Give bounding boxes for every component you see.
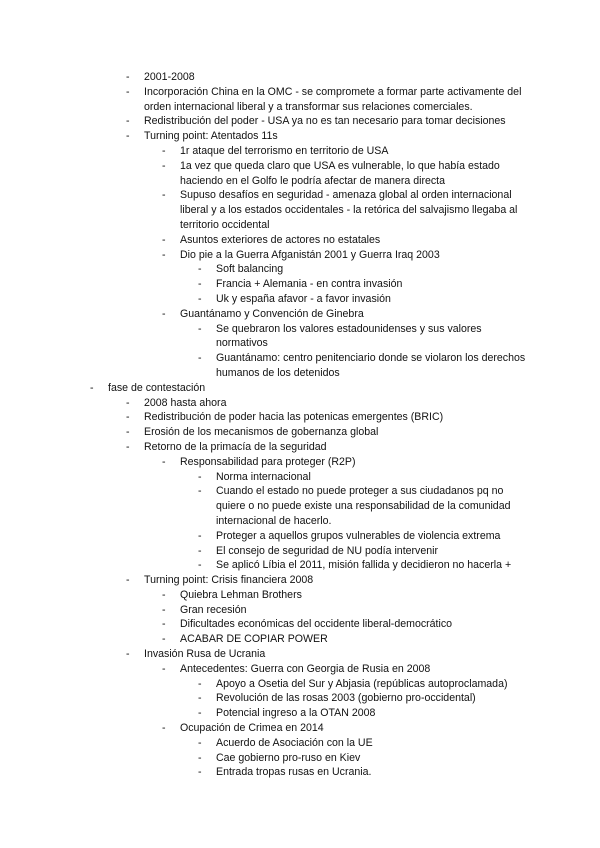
bullet-dash-icon: - bbox=[162, 455, 166, 468]
bullet-dash-icon: - bbox=[198, 707, 202, 720]
bullet-dash-icon: - bbox=[198, 292, 202, 305]
bullet-dash-icon: - bbox=[198, 278, 202, 291]
list-item-text: 1r ataque del terrorismo en territorio de USA bbox=[180, 144, 389, 157]
list-item-text: Ocupación de Crimea en 2014 bbox=[180, 722, 324, 735]
list-item-text: Cuando el estado no puede proteger a sus ciudadanos pq no quiere o no puede existe una responsabilidad de la comunidad internacional de hacerlo. bbox=[216, 485, 511, 527]
list-item bbox=[0, 381, 600, 396]
list-item bbox=[0, 70, 600, 85]
bullet-dash-icon: - bbox=[198, 485, 202, 498]
list-item bbox=[0, 233, 600, 248]
bullet-dash-icon: - bbox=[198, 529, 202, 542]
list-item bbox=[0, 588, 600, 603]
list-item-text: Norma internacional bbox=[216, 470, 311, 483]
list-item bbox=[0, 292, 600, 307]
bullet-dash-icon: - bbox=[198, 263, 202, 276]
list-item bbox=[0, 425, 600, 440]
bullet-dash-icon: - bbox=[162, 307, 166, 320]
list-item-text: Se aplicó Líbia el 2011, misión fallida y decidieron no hacerla + bbox=[216, 559, 512, 572]
list-item bbox=[0, 662, 600, 677]
bullet-dash-icon: - bbox=[126, 574, 130, 587]
bullet-dash-icon: - bbox=[126, 115, 130, 128]
list-item-text: Apoyo a Osetia del Sur y Abjasia (repúblicas autoproclamada) bbox=[216, 677, 508, 690]
bullet-dash-icon: - bbox=[198, 322, 202, 335]
list-item bbox=[0, 529, 600, 544]
list-item-text: Cae gobierno pro-ruso en Kiev bbox=[216, 751, 361, 764]
list-item-text: Invasión Rusa de Ucrania bbox=[144, 648, 266, 661]
list-item-text: 1a vez que queda claro que USA es vulnerable, lo que había estado haciendo en el Golfo le podría afectar de manera directa bbox=[180, 159, 500, 187]
bullet-dash-icon: - bbox=[198, 677, 202, 690]
list-item-text: Turning point: Crisis financiera 2008 bbox=[144, 574, 314, 587]
list-item bbox=[0, 484, 600, 528]
list-item bbox=[0, 765, 600, 780]
list-item-text: Supuso desafíos en seguridad - amenaza global al orden internacional liberal y a los estados occidentales - la retórica del salvajismo llegaba al territorio occidental bbox=[180, 189, 518, 231]
list-item-text: Gran recesión bbox=[180, 603, 247, 616]
list-item bbox=[0, 470, 600, 485]
list-item-text: Responsabilidad para proteger (R2P) bbox=[180, 455, 356, 468]
list-item bbox=[0, 603, 600, 618]
list-item-text: Turning point: Atentados 11s bbox=[144, 130, 278, 143]
list-item bbox=[0, 632, 600, 647]
list-item bbox=[0, 706, 600, 721]
bullet-dash-icon: - bbox=[90, 381, 94, 394]
bullet-dash-icon: - bbox=[126, 648, 130, 661]
list-item-text: Guantánamo: centro penitenciario donde se violaron los derechos humanos de los detenidos bbox=[216, 352, 526, 379]
list-item bbox=[0, 691, 600, 706]
bullet-dash-icon: - bbox=[198, 544, 202, 557]
list-item bbox=[0, 544, 600, 559]
list-item bbox=[0, 617, 600, 632]
bullet-dash-icon: - bbox=[162, 603, 166, 616]
list-item bbox=[0, 647, 600, 662]
list-item-text: Se quebraron los valores estadounidenses y sus valores normativos bbox=[216, 322, 482, 350]
list-item bbox=[0, 396, 600, 411]
bullet-dash-icon: - bbox=[198, 470, 202, 483]
list-item bbox=[0, 410, 600, 425]
list-item-text: El consejo de seguridad de NU podía intervenir bbox=[216, 544, 439, 557]
bullet-dash-icon: - bbox=[162, 159, 166, 172]
list-item-text: Francia + Alemania - en contra invasión bbox=[216, 278, 403, 291]
list-item bbox=[0, 573, 600, 588]
bullet-dash-icon: - bbox=[162, 189, 166, 202]
outline-list bbox=[0, 70, 600, 780]
list-item-text: ACABAR DE COPIAR POWER bbox=[180, 633, 328, 646]
list-item-text: Guantánamo y Convención de Ginebra bbox=[180, 307, 364, 320]
list-item bbox=[0, 558, 600, 573]
list-item bbox=[0, 159, 600, 189]
list-item bbox=[0, 307, 600, 322]
list-item-text: Dio pie a la Guerra Afganistán 2001 y Guerra Iraq 2003 bbox=[180, 248, 440, 261]
bullet-dash-icon: - bbox=[162, 233, 166, 246]
list-item-text: Potencial ingreso a la OTAN 2008 bbox=[216, 707, 376, 720]
bullet-dash-icon: - bbox=[198, 736, 202, 749]
list-item-text: Quiebra Lehman Brothers bbox=[180, 588, 302, 601]
list-item-text: Retorno de la primacía de la seguridad bbox=[144, 440, 327, 453]
list-item bbox=[0, 322, 600, 352]
bullet-dash-icon: - bbox=[126, 71, 130, 83]
bullet-dash-icon: - bbox=[126, 396, 130, 409]
list-item-text: Redistribución del poder - USA ya no es tan necesario para tomar decisiones bbox=[144, 115, 506, 128]
list-item-text: Asuntos exteriores de actores no estatales bbox=[180, 233, 381, 246]
bullet-dash-icon: - bbox=[162, 144, 166, 157]
list-item bbox=[0, 351, 600, 381]
bullet-dash-icon: - bbox=[126, 130, 130, 143]
list-item-text: Dificultades económicas del occidente liberal-democrático bbox=[180, 618, 453, 631]
list-item-text: 2001-2008 bbox=[144, 71, 195, 83]
list-item-text: Antecedentes: Guerra con Georgia de Rusia en 2008 bbox=[180, 662, 431, 675]
list-item-text: Revolución de las rosas 2003 (gobierno pro-occidental) bbox=[216, 692, 476, 705]
bullet-dash-icon: - bbox=[162, 248, 166, 261]
list-item-text: Incorporación China en la OMC - se compromete a formar parte activamente del orden internacional liberal y a transformar sus relaciones comerciales. bbox=[144, 85, 522, 113]
list-item bbox=[0, 721, 600, 736]
list-item-text: Soft balancing bbox=[216, 263, 284, 276]
bullet-dash-icon: - bbox=[198, 559, 202, 572]
list-item-text: Proteger a aquellos grupos vulnerables de violencia extrema bbox=[216, 529, 501, 542]
list-item-text: 2008 hasta ahora bbox=[144, 396, 227, 409]
list-item-text: Erosión de los mecanismos de gobernanza global bbox=[144, 426, 379, 439]
list-item bbox=[0, 262, 600, 277]
bullet-dash-icon: - bbox=[162, 618, 166, 631]
bullet-dash-icon: - bbox=[162, 722, 166, 735]
bullet-dash-icon: - bbox=[198, 751, 202, 764]
list-item bbox=[0, 85, 600, 115]
bullet-dash-icon: - bbox=[162, 588, 166, 601]
list-item-text: Acuerdo de Asociación con la UE bbox=[216, 736, 373, 749]
list-item-text: Uk y españa afavor - a favor invasión bbox=[216, 292, 391, 305]
bullet-dash-icon: - bbox=[198, 692, 202, 705]
bullet-dash-icon: - bbox=[126, 426, 130, 439]
list-item bbox=[0, 751, 600, 766]
list-item-text: Redistribución de poder hacia las potenicas emergentes (BRIC) bbox=[144, 411, 444, 424]
list-item bbox=[0, 114, 600, 129]
list-item bbox=[0, 677, 600, 692]
list-item bbox=[0, 440, 600, 455]
list-item-text: Entrada tropas rusas en Ucrania. bbox=[216, 766, 372, 779]
bullet-dash-icon: - bbox=[198, 766, 202, 779]
list-item bbox=[0, 144, 600, 159]
bullet-dash-icon: - bbox=[198, 352, 202, 365]
list-item bbox=[0, 129, 600, 144]
bullet-dash-icon: - bbox=[162, 633, 166, 646]
list-item-text: fase de contestación bbox=[108, 381, 206, 394]
bullet-dash-icon: - bbox=[126, 440, 130, 453]
list-item bbox=[0, 188, 600, 232]
list-item bbox=[0, 277, 600, 292]
bullet-dash-icon: - bbox=[126, 85, 130, 98]
list-item bbox=[0, 736, 600, 751]
bullet-dash-icon: - bbox=[162, 662, 166, 675]
list-item bbox=[0, 248, 600, 263]
list-item bbox=[0, 455, 600, 470]
bullet-dash-icon: - bbox=[126, 411, 130, 424]
